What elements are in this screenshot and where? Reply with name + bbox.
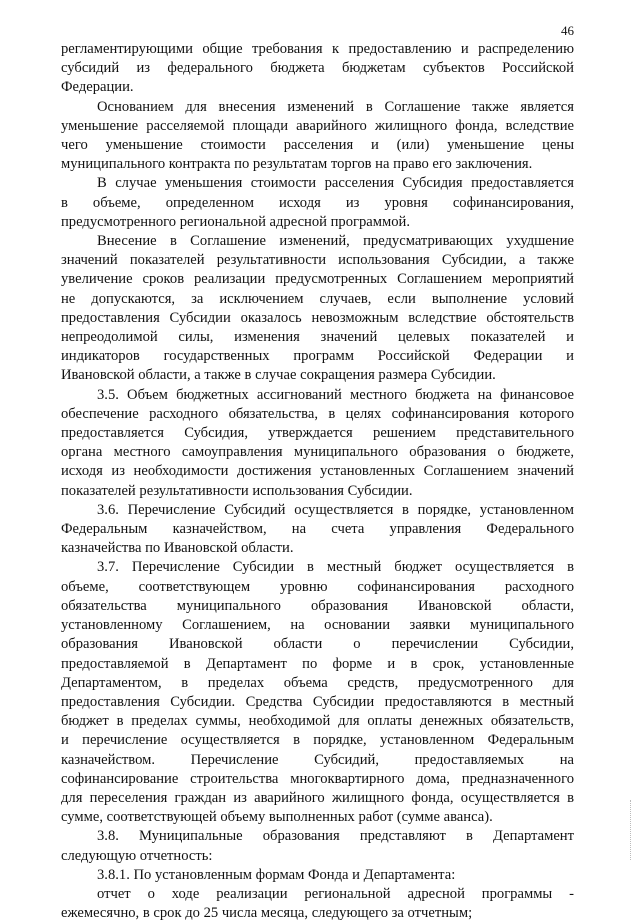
text-line: увеличение сроков реализации предусмотренных Соглашением мероприятий [61,271,574,288]
text-line: Федеральным казначейством, на счета управления Федерального [61,521,574,538]
document-body [61,40,574,923]
paragraph-p7 [61,827,574,865]
text-line: ежемесячно, в срок до 25 числа месяца, следующего за отчетным; [61,905,473,922]
text-line: отчет о ходе реализации региональной адресной программы - [97,885,574,902]
text-line: обязательства муниципального образования Ивановской области, [61,597,574,614]
paragraph-p3 [61,232,574,386]
text-line: следующую отчетность: [61,847,213,864]
paragraph-p5 [61,501,574,559]
text-line: объеме, соответствующем уровню софинансирования расходного [61,578,574,595]
text-line: казначейства по Ивановской области. [61,540,294,557]
text-line: сумме, соответствующей объему выполненных работ (сумме аванса). [61,809,493,826]
text-line: предоставляемой в Департамент по форме и в срок, установленные [61,655,574,672]
text-line: органа местного самоуправления муниципального образования о бюджете, [61,444,574,461]
text-line: предоставляется Субсидия, утверждается решением представительного [61,425,574,442]
text-line: непреодолимой силы, изменения значений целевых показателей и [61,329,574,346]
text-line: предусмотренного региональной адресной программой. [61,213,411,230]
text-line: исходя из необходимости достижения установленных Соглашением значений [61,463,574,480]
text-line: обеспечение расходного обязательства, в целях софинансирования которого [61,405,574,422]
paragraph-p2 [61,174,574,232]
paragraph-p9 [61,885,574,923]
text-line: уменьшение расселяемой площади аварийного жилищного фонда, вследствие [61,117,574,134]
paragraph-p8 [61,866,574,885]
text-line: 3.7. Перечисление Субсидии в местный бюджет осуществляется в [97,559,574,576]
text-line: Федерации. [61,79,134,96]
text-line: значений показателей результативности использования Субсидии, а также [61,252,574,269]
scan-edge-mark [630,800,634,860]
text-line: предоставления Субсидии оказалось невозможным вследствие обстоятельств [61,309,574,326]
text-line: индикаторов государственных программ Российской Федерации и [61,348,574,365]
text-line: 3.8. Муниципальные образования представляют в Департамент [97,828,574,845]
text-line: установленному Соглашением, на основании заявки муниципального [61,617,574,634]
text-line: не допускаются, за исключением случаев, если выполнение условий [61,290,574,307]
text-line: показателей результативности использования Субсидии. [61,482,413,499]
paragraph-p1 [61,98,574,175]
text-line: В случае уменьшения стоимости расселения Субсидия предоставляется [97,175,574,192]
text-line: муниципального контракта по результатам торгов на право его заключения. [61,156,533,173]
text-line: Департаментом, в пределах объема средств, предусмотренного для [61,674,574,691]
text-line: софинансирование строительства многоквартирного дома, предназначенного [61,770,574,787]
text-line: чего уменьшение стоимости расселения и (или) уменьшение цены [61,137,574,154]
text-line: в объеме, определенном исходя из уровня софинансирования, [61,194,574,211]
paragraph-p4 [61,386,574,501]
text-line: Внесение в Соглашение изменений, предусматривающих ухудшение [97,233,574,250]
text-line: регламентирующими общие требования к предоставлению и распределению [61,41,574,57]
text-line: Ивановской области, а также в случае сокращения размера Субсидии. [61,367,496,384]
text-line: бюджет в пределах суммы, необходимой для оплаты денежных обязательств, [61,713,574,730]
text-line: субсидий из федерального бюджета бюджетам субъектов Российской [61,60,574,77]
text-line: предоставления Субсидии. Средства Субсидии предоставляются в местный [61,693,574,710]
text-line: для переселения граждан из аварийного жилищного фонда, осуществляется в [61,789,574,806]
text-line: образования Ивановской области о перечислении Субсидии, [61,636,574,653]
text-line: и перечисление осуществляется в порядке, установленном Федеральным [61,732,574,749]
page-number: 46 [561,23,574,38]
text-line: 3.6. Перечисление Субсидий осуществляется в порядке, установленном [97,501,574,518]
text-line: 3.5. Объем бюджетных ассигнований местного бюджета на финансовое [97,386,574,403]
paragraph-p6 [61,558,574,827]
paragraph-p0 [61,40,574,98]
text-line: Основанием для внесения изменений в Соглашение также является [97,98,574,115]
text-line: 3.8.1. По установленным формам Фонда и Департамента: [97,866,456,883]
text-line: казначейством. Перечисление Субсидий, предоставляемых на [61,751,574,768]
